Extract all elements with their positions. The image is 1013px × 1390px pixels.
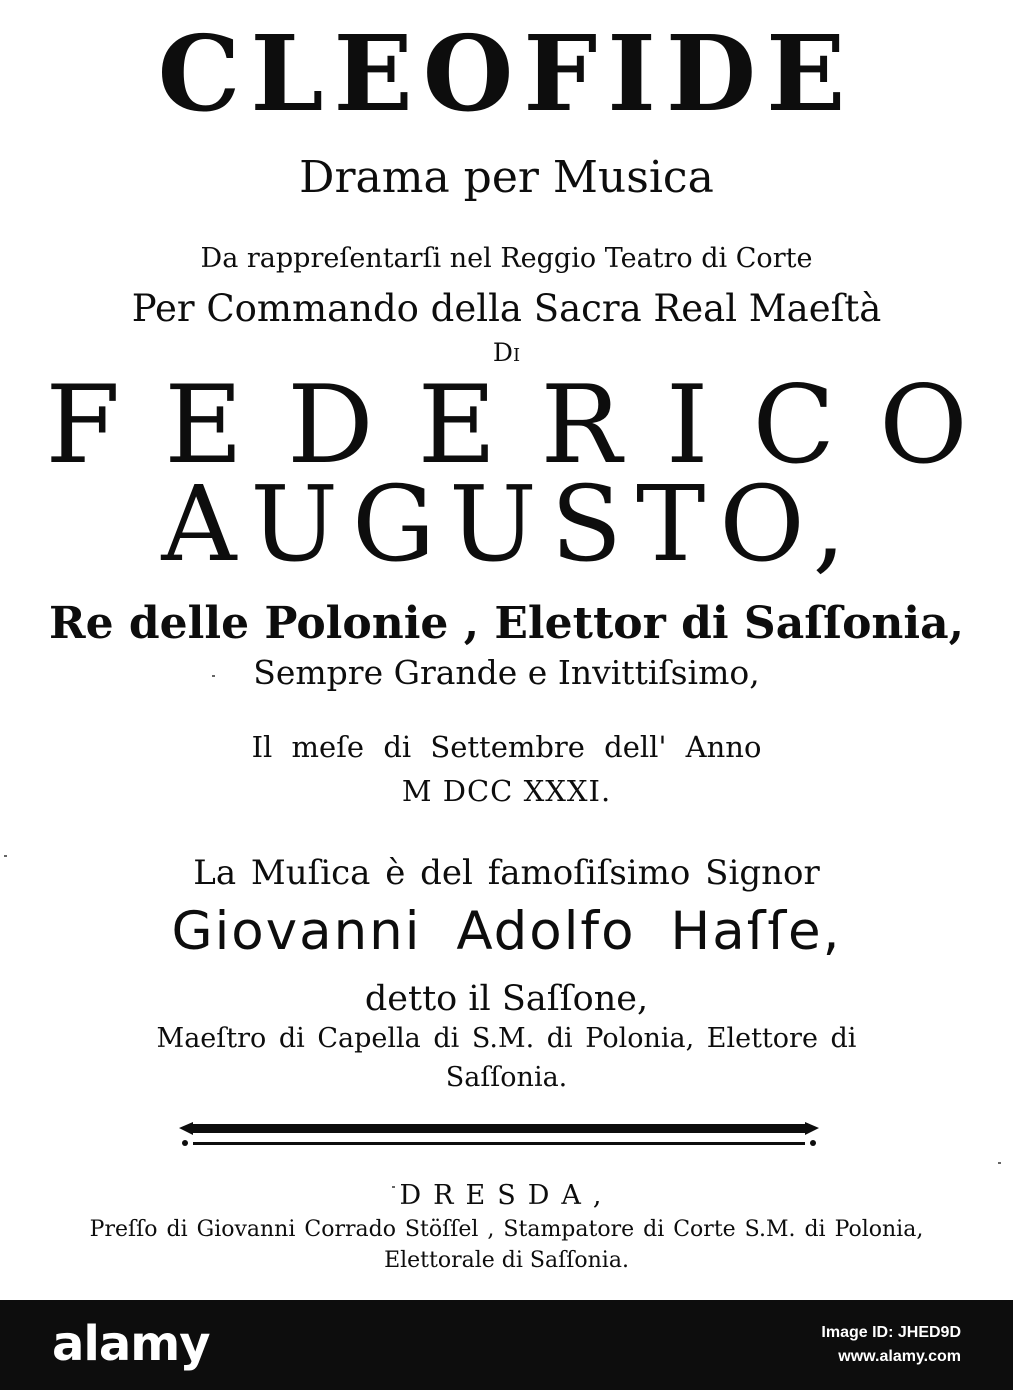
opera-subtitle: Drama per Musica — [299, 152, 714, 203]
stock-url: www.alamy.com — [838, 1348, 961, 1365]
image-id-label: Image ID: JHED9D — [821, 1324, 961, 1341]
alamy-logo: alamy — [52, 1316, 210, 1372]
watermark-footer — [0, 1300, 1013, 1390]
ornamental-rule — [175, 1118, 823, 1158]
composer-role-line-2: Saſſonia. — [445, 1062, 568, 1093]
composer-role-line-1: Maeſtro di Capella di S.M. di Polonia, Elettore di — [156, 1023, 857, 1054]
paper-speck — [212, 675, 215, 677]
print-place: DRESDA, — [399, 1180, 614, 1211]
paper-speck — [4, 855, 7, 857]
di-line: Di — [492, 338, 521, 367]
date-line: Il meſe di Settembre dell' Anno — [251, 730, 762, 764]
paper-speck — [998, 1162, 1001, 1164]
performance-line: Da rappreſentarſi nel Reggio Teatro di Corte — [200, 243, 813, 274]
patron-name-line-2: AUGUSTO, — [161, 463, 860, 585]
patron-name-line-1: FEDERICO — [45, 363, 1012, 488]
year-line: M DCC XXXI. — [401, 774, 612, 808]
printer-line-1: Preſſo di Giovanni Corrado Stöſſel , Stampatore di Corte S.M. di Polonia, — [89, 1217, 924, 1242]
opera-title: CLEOFIDE — [157, 12, 856, 135]
command-line: Per Commando della Sacra Real Maeſtà — [131, 287, 882, 330]
music-intro-line: La Muſica è del famoſiſsimo Signor — [193, 853, 820, 893]
composer-name: Giovanni Adolfo Haſſe, — [171, 901, 842, 962]
patron-titles-line-1: Re delle Polonie , Elettor di Saſſonia, — [49, 598, 964, 649]
composer-nickname: detto il Saſſone, — [364, 979, 649, 1019]
paper-speck — [392, 1186, 395, 1188]
printer-line-2: Elettorale di Saſſonia. — [384, 1248, 629, 1273]
patron-titles-line-2: Sempre Grande e Invittiſsimo, — [253, 653, 760, 692]
